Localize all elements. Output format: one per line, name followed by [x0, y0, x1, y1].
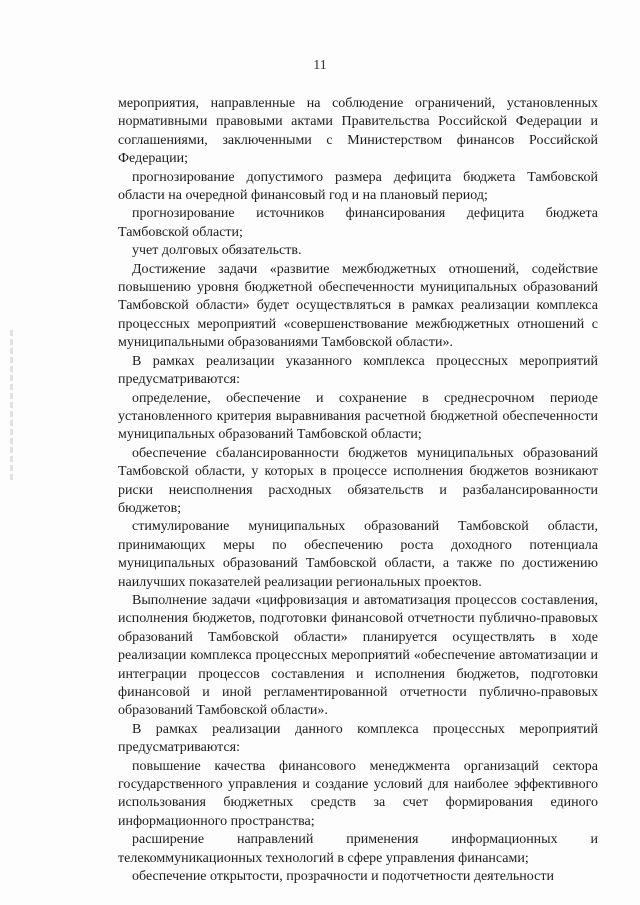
paragraph: определение, обеспечение и сохранение в среднесрочном периоде установленного критерия выравнивания расчетной бюджетной обеспеченности муниципальных образований Тамбовской области;: [118, 390, 598, 443]
paragraph: В рамках реализации указанного комплекса процессных мероприятий предусматриваются:: [118, 353, 598, 388]
paragraph: стимулирование муниципальных образований Тамбовской области, принимающих меры по обеспечению роста доходного потенциала муниципальных образований Тамбовской области, а также по достижению наилучших показателей реализации региональных проектов.: [118, 519, 598, 590]
paragraph: Достижение задачи «развитие межбюджетных отношений, содействие повышению уровня бюджетной обеспеченности муниципальных образований Тамбовской области» будет осуществляться в рамках реализации комплекса процессных мероприятий «совершенствование межбюджетных отношений с муниципальными образованиями Тамбовской области».: [118, 261, 598, 351]
paragraph: мероприятия, направленные на соблюдение ограничений, установленных нормативными правовыми актами Правительства Российской Федерации и соглашениями, заключенными с Министерством финансов Российской Федерации;: [118, 96, 598, 167]
paragraph: расширение направлений применения информационных и телекоммуникационных технологий в сфере управления финансами;: [118, 832, 598, 866]
paragraph: повышение качества финансового менеджмента организаций сектора государственного управления и создание условий для наиболее эффективного использования бюджетных средств за счет формирования единого информационного пространства;: [118, 758, 598, 829]
page-number: 11: [313, 58, 327, 73]
paragraph: обеспечение открытости, прозрачности и подотчетности деятельности: [132, 869, 554, 885]
paragraph: Выполнение задачи «цифровизация и автоматизация процессов составления, исполнения бюджетов, подготовки финансовой отчетности публично-правовых образований Тамбовской области» планируется осуществлять в ходе реализации комплекса процессных мероприятий «обеспечение автоматизации и интеграции процессов составления и исполнения бюджетов, подготовки финансовой и иной регламентированной отчетности публично-правовых образований Тамбовской области».: [118, 592, 598, 719]
paragraph: учет долговых обязательств.: [132, 243, 302, 259]
paragraph: прогнозирование допустимого размера дефицита бюджета Тамбовской области на очередной финансовый год и на плановый период;: [118, 169, 598, 204]
paragraph: В рамках реализации данного комплекса процессных мероприятий предусматриваются:: [118, 721, 598, 756]
scan-margin-artifact: [10, 330, 13, 480]
document-body: [118, 95, 598, 886]
paragraph: прогнозирование источников финансирования дефицита бюджета Тамбовской области;: [118, 206, 598, 240]
paragraph: обеспечение сбалансированности бюджетов муниципальных образований Тамбовской области, у которых в процессе исполнения бюджетов возникают риски неисполнения расходных обязательств и разбалансированности бюджетов;: [118, 445, 598, 516]
